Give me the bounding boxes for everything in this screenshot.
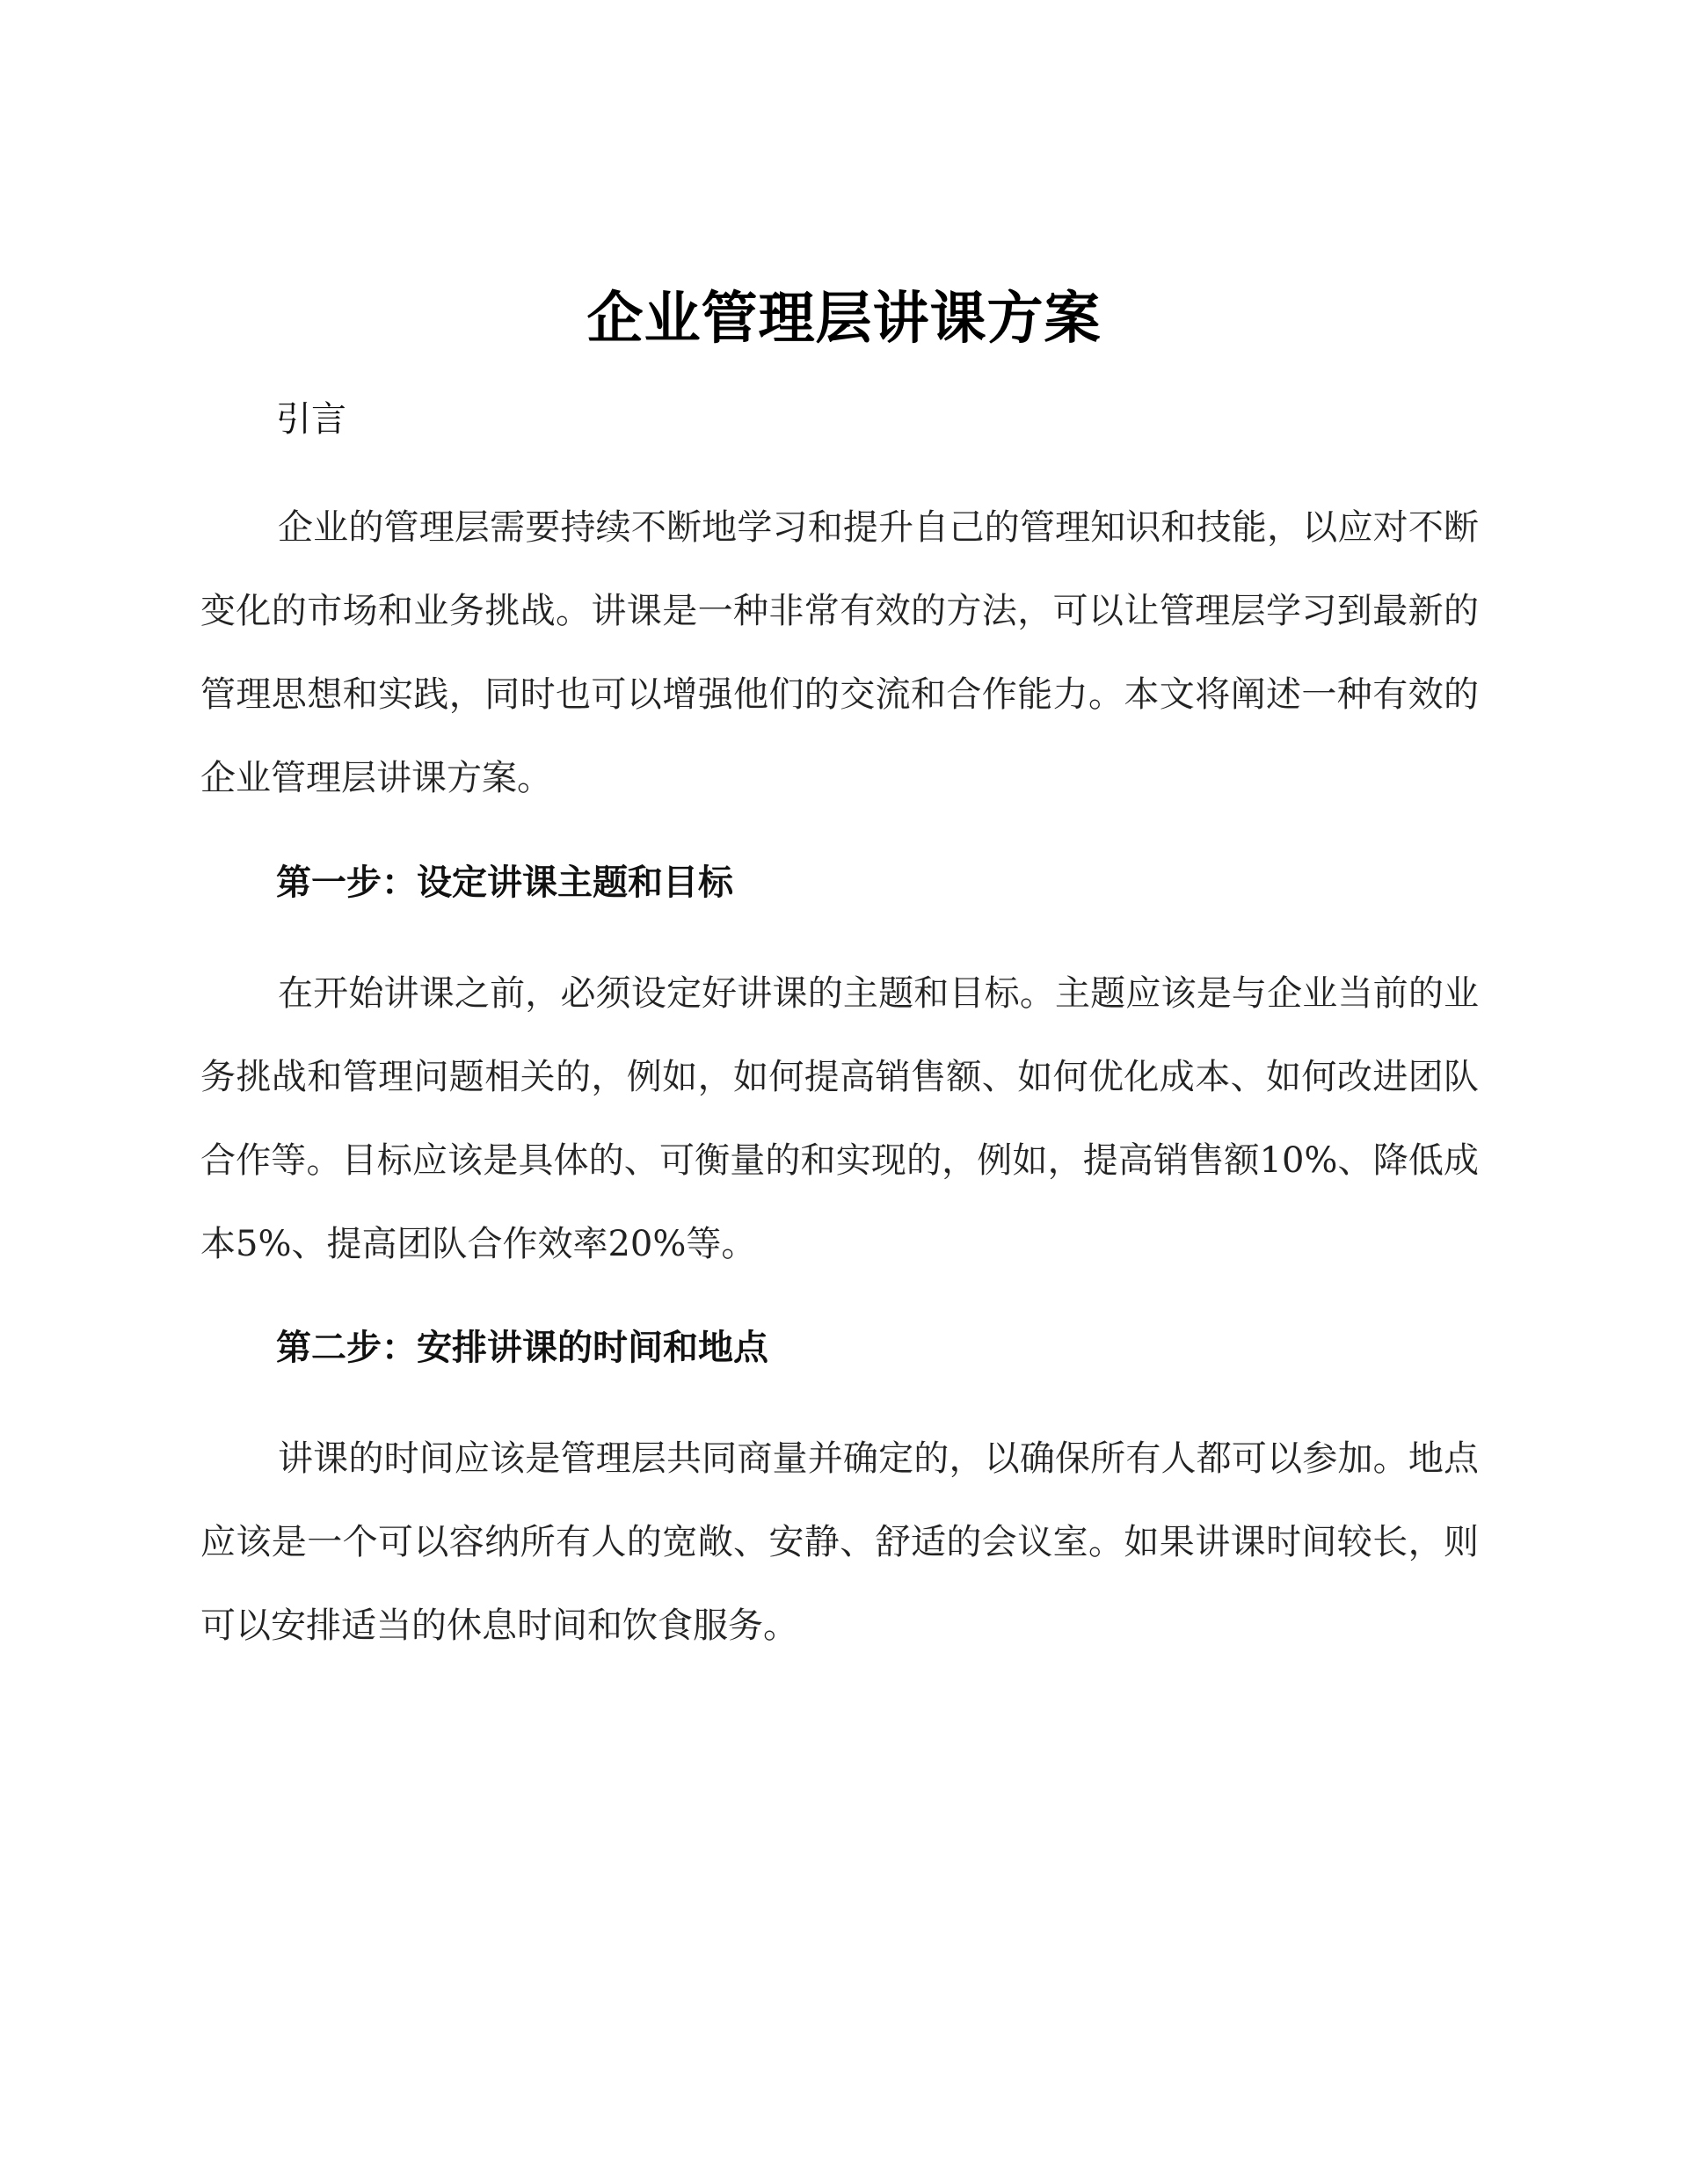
section-heading-step-1: 第一步：设定讲课主题和目标 (276, 863, 733, 903)
section-body-step-1: 在开始讲课之前，必须设定好讲课的主题和目标。主题应该是与企业当前的业务挑战和管理问题相关的，例如，如何提高销售额、如何优化成本、如何改进团队合作等。目标应该是具体的、可衡量的和实现的，例如，提高销售额10%、降低成本5%、提高团队合作效率20%等。 (200, 973, 1479, 1264)
section-heading-intro: 引言 (276, 399, 346, 440)
section-heading-step-2: 第二步：安排讲课的时间和地点 (276, 1328, 768, 1368)
section-body-intro: 企业的管理层需要持续不断地学习和提升自己的管理知识和技能，以应对不断变化的市场和业务挑战。讲课是一种非常有效的方法，可以让管理层学习到最新的管理思想和实践，同时也可以增强他们的交流和合作能力。本文将阐述一种有效的企业管理层讲课方案。 (200, 507, 1479, 798)
document-title: 企业管理层讲课方案 (586, 287, 1102, 352)
section-body-step-2: 讲课的时间应该是管理层共同商量并确定的，以确保所有人都可以参加。地点应该是一个可以容纳所有人的宽敞、安静、舒适的会议室。如果讲课时间较长，则可以安排适当的休息时间和饮食服务。 (200, 1438, 1479, 1646)
